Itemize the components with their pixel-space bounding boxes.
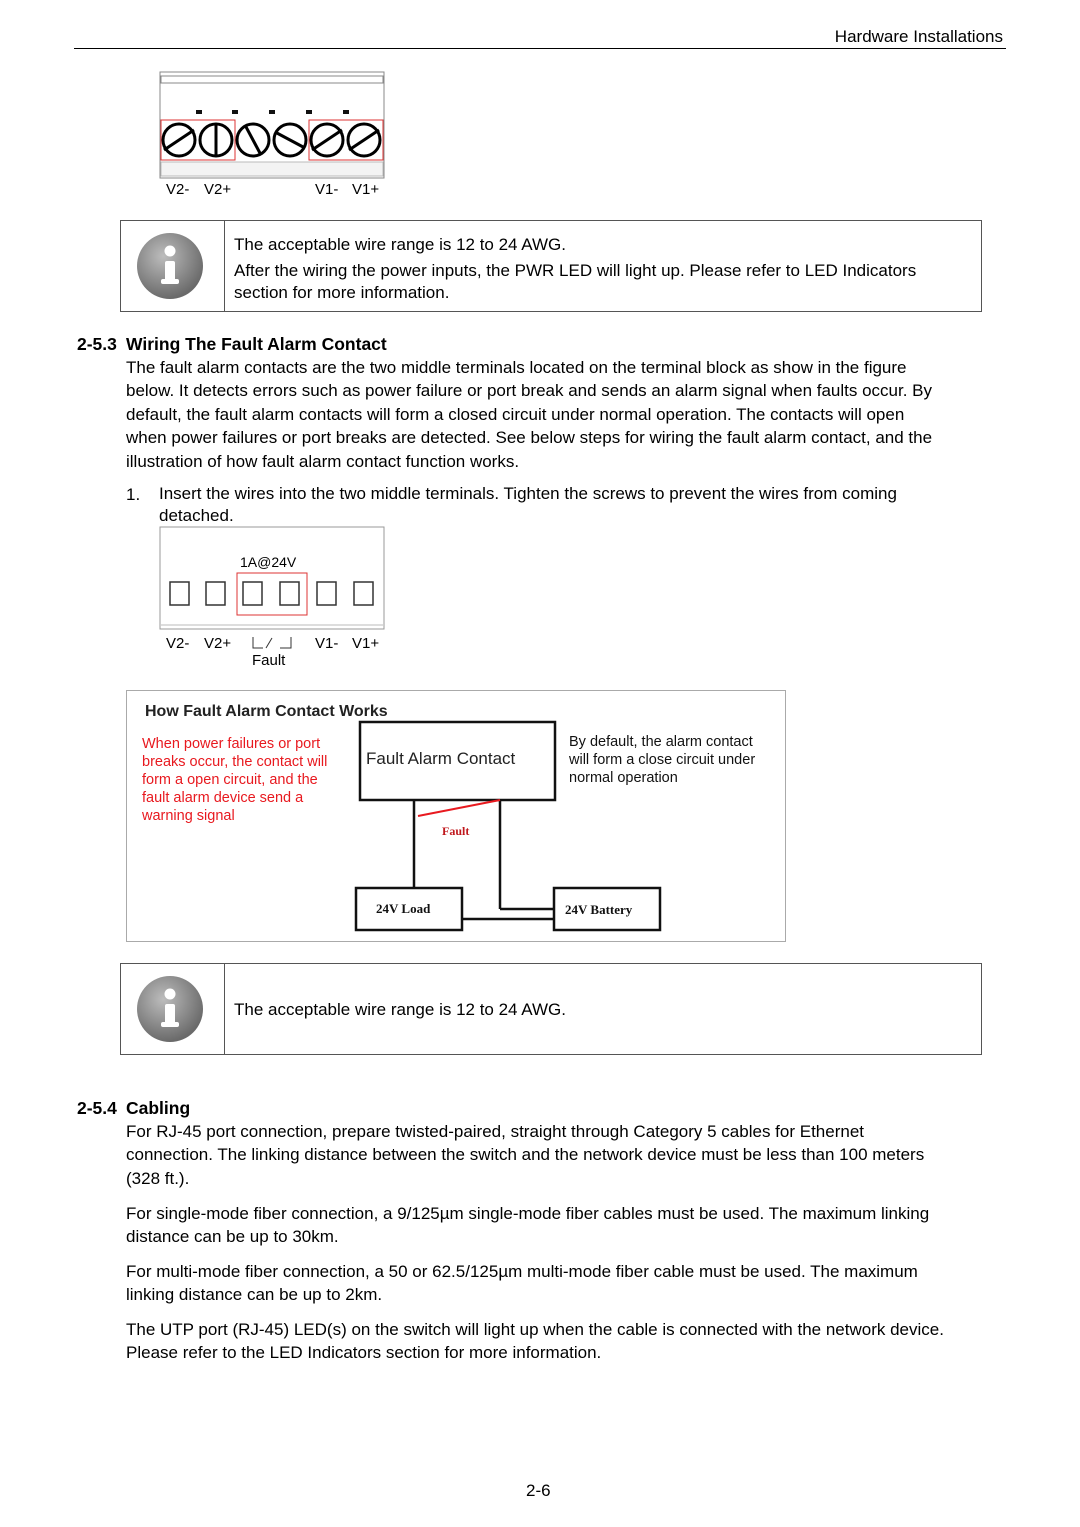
- diagram-title: How Fault Alarm Contact Works: [145, 703, 388, 720]
- svg-text:fault alarm device send a: fault alarm device send a: [142, 790, 304, 806]
- para-line: default, the fault alarm contacts will form a closed circuit under normal operation. The contacts will open: [126, 404, 905, 424]
- para-line: (328 ft.).: [126, 1168, 190, 1188]
- note-line: The acceptable wire range is 12 to 24 AWG.: [234, 1000, 566, 1019]
- label-v1-minus: V1-: [315, 635, 339, 652]
- section-number: 2-5.3: [77, 334, 117, 354]
- step-line: detached.: [159, 505, 234, 525]
- note-line: section for more information.: [234, 283, 450, 302]
- svg-text:When power failures or port: When power failures or port: [142, 736, 321, 752]
- label-v1-plus: V1+: [352, 635, 380, 652]
- para-line: The UTP port (RJ-45) LED(s) on the switch will light up when the cable is connected with the network device.: [126, 1320, 944, 1339]
- svg-text:will form a close circuit unde: will form a close circuit under: [569, 752, 756, 768]
- paragraph: [126, 1318, 944, 1365]
- paragraph: [126, 356, 932, 473]
- fault-alarm-contact-label: Fault Alarm Contact: [366, 749, 516, 768]
- info-icon: [135, 974, 205, 1044]
- paragraph: [126, 1260, 918, 1307]
- page-number: 2-6: [526, 1481, 551, 1500]
- para-line: distance can be up to 30km.: [126, 1227, 339, 1247]
- svg-text:breaks occur, the contact will: breaks occur, the contact will: [142, 754, 328, 770]
- section-title: Cabling: [126, 1098, 191, 1118]
- step-line: Insert the wires into the two middle terminals. Tighten the screws to prevent the wires from coming: [159, 484, 897, 503]
- para-line: For multi-mode fiber connection, a 50 or 62.5/125µm multi-mode fiber cable must be used. The maximum: [126, 1262, 918, 1281]
- label-v2-plus: V2+: [204, 181, 232, 198]
- step-number: 1.: [126, 485, 141, 504]
- running-header: Hardware Installations: [834, 27, 1003, 46]
- para-line: when power failures or port breaks are detected. See below steps for wiring the fault alarm contact, and the: [126, 428, 933, 448]
- fault-alarm-diagram: [126, 690, 788, 944]
- paragraph: [126, 1202, 929, 1249]
- fault-label: Fault: [252, 652, 286, 669]
- label-v2-minus: V2-: [166, 181, 190, 198]
- section-title: Wiring The Fault Alarm Contact: [126, 334, 387, 354]
- label-v1-plus: V1+: [352, 181, 380, 198]
- label-v2-minus: V2-: [166, 635, 190, 652]
- info-icon: [135, 231, 205, 301]
- para-line: Please refer to the LED Indicators section for more information.: [126, 1343, 602, 1363]
- info-note: [120, 963, 982, 1055]
- terminal-block-figure: [158, 70, 388, 200]
- step-text: [159, 483, 897, 526]
- header-rule: [74, 48, 1006, 49]
- section-number: 2-5.4: [77, 1098, 117, 1118]
- fault-terminal-figure: [158, 525, 388, 670]
- para-line: For single-mode fiber connection, a 9/125µm single-mode fiber cables must be used. The maximum linking: [126, 1204, 930, 1223]
- svg-text:By default, the alarm contact: By default, the alarm contact: [569, 734, 753, 750]
- para-line: linking distance can be up to 2km.: [126, 1285, 383, 1305]
- battery-label: 24V Battery: [565, 902, 633, 917]
- load-label: 24V Load: [376, 901, 431, 916]
- rating-label: 1A@24V: [240, 554, 297, 570]
- label-v1-minus: V1-: [315, 181, 339, 198]
- label-v2-plus: V2+: [204, 635, 232, 652]
- para-line: The fault alarm contacts are the two middle terminals located on the terminal block as show in the figure: [126, 358, 907, 377]
- svg-text:warning signal: warning signal: [142, 808, 235, 824]
- note-line: After the wiring the power inputs, the PWR LED will light up. Please refer to LED Indicators: [234, 261, 917, 280]
- para-line: For RJ-45 port connection, prepare twisted-paired, straight through Category 5 cables for Ethernet: [126, 1122, 864, 1141]
- para-line: connection. The linking distance between the switch and the network device must be less than 100 meters: [126, 1145, 925, 1165]
- svg-text:form a open circuit, and the: form a open circuit, and the: [142, 772, 318, 788]
- note-line: The acceptable wire range is 12 to 24 AWG.: [234, 235, 566, 254]
- para-line: below. It detects errors such as power failure or port break and sends an alarm signal when faults occur. By: [126, 381, 933, 401]
- info-note: [120, 220, 982, 312]
- paragraph: [126, 1120, 924, 1190]
- svg-text:normal operation: normal operation: [569, 770, 678, 786]
- fault-text: Fault: [442, 824, 470, 838]
- para-line: illustration of how fault alarm contact function works.: [126, 451, 520, 471]
- fault-switch-symbol: [253, 637, 291, 648]
